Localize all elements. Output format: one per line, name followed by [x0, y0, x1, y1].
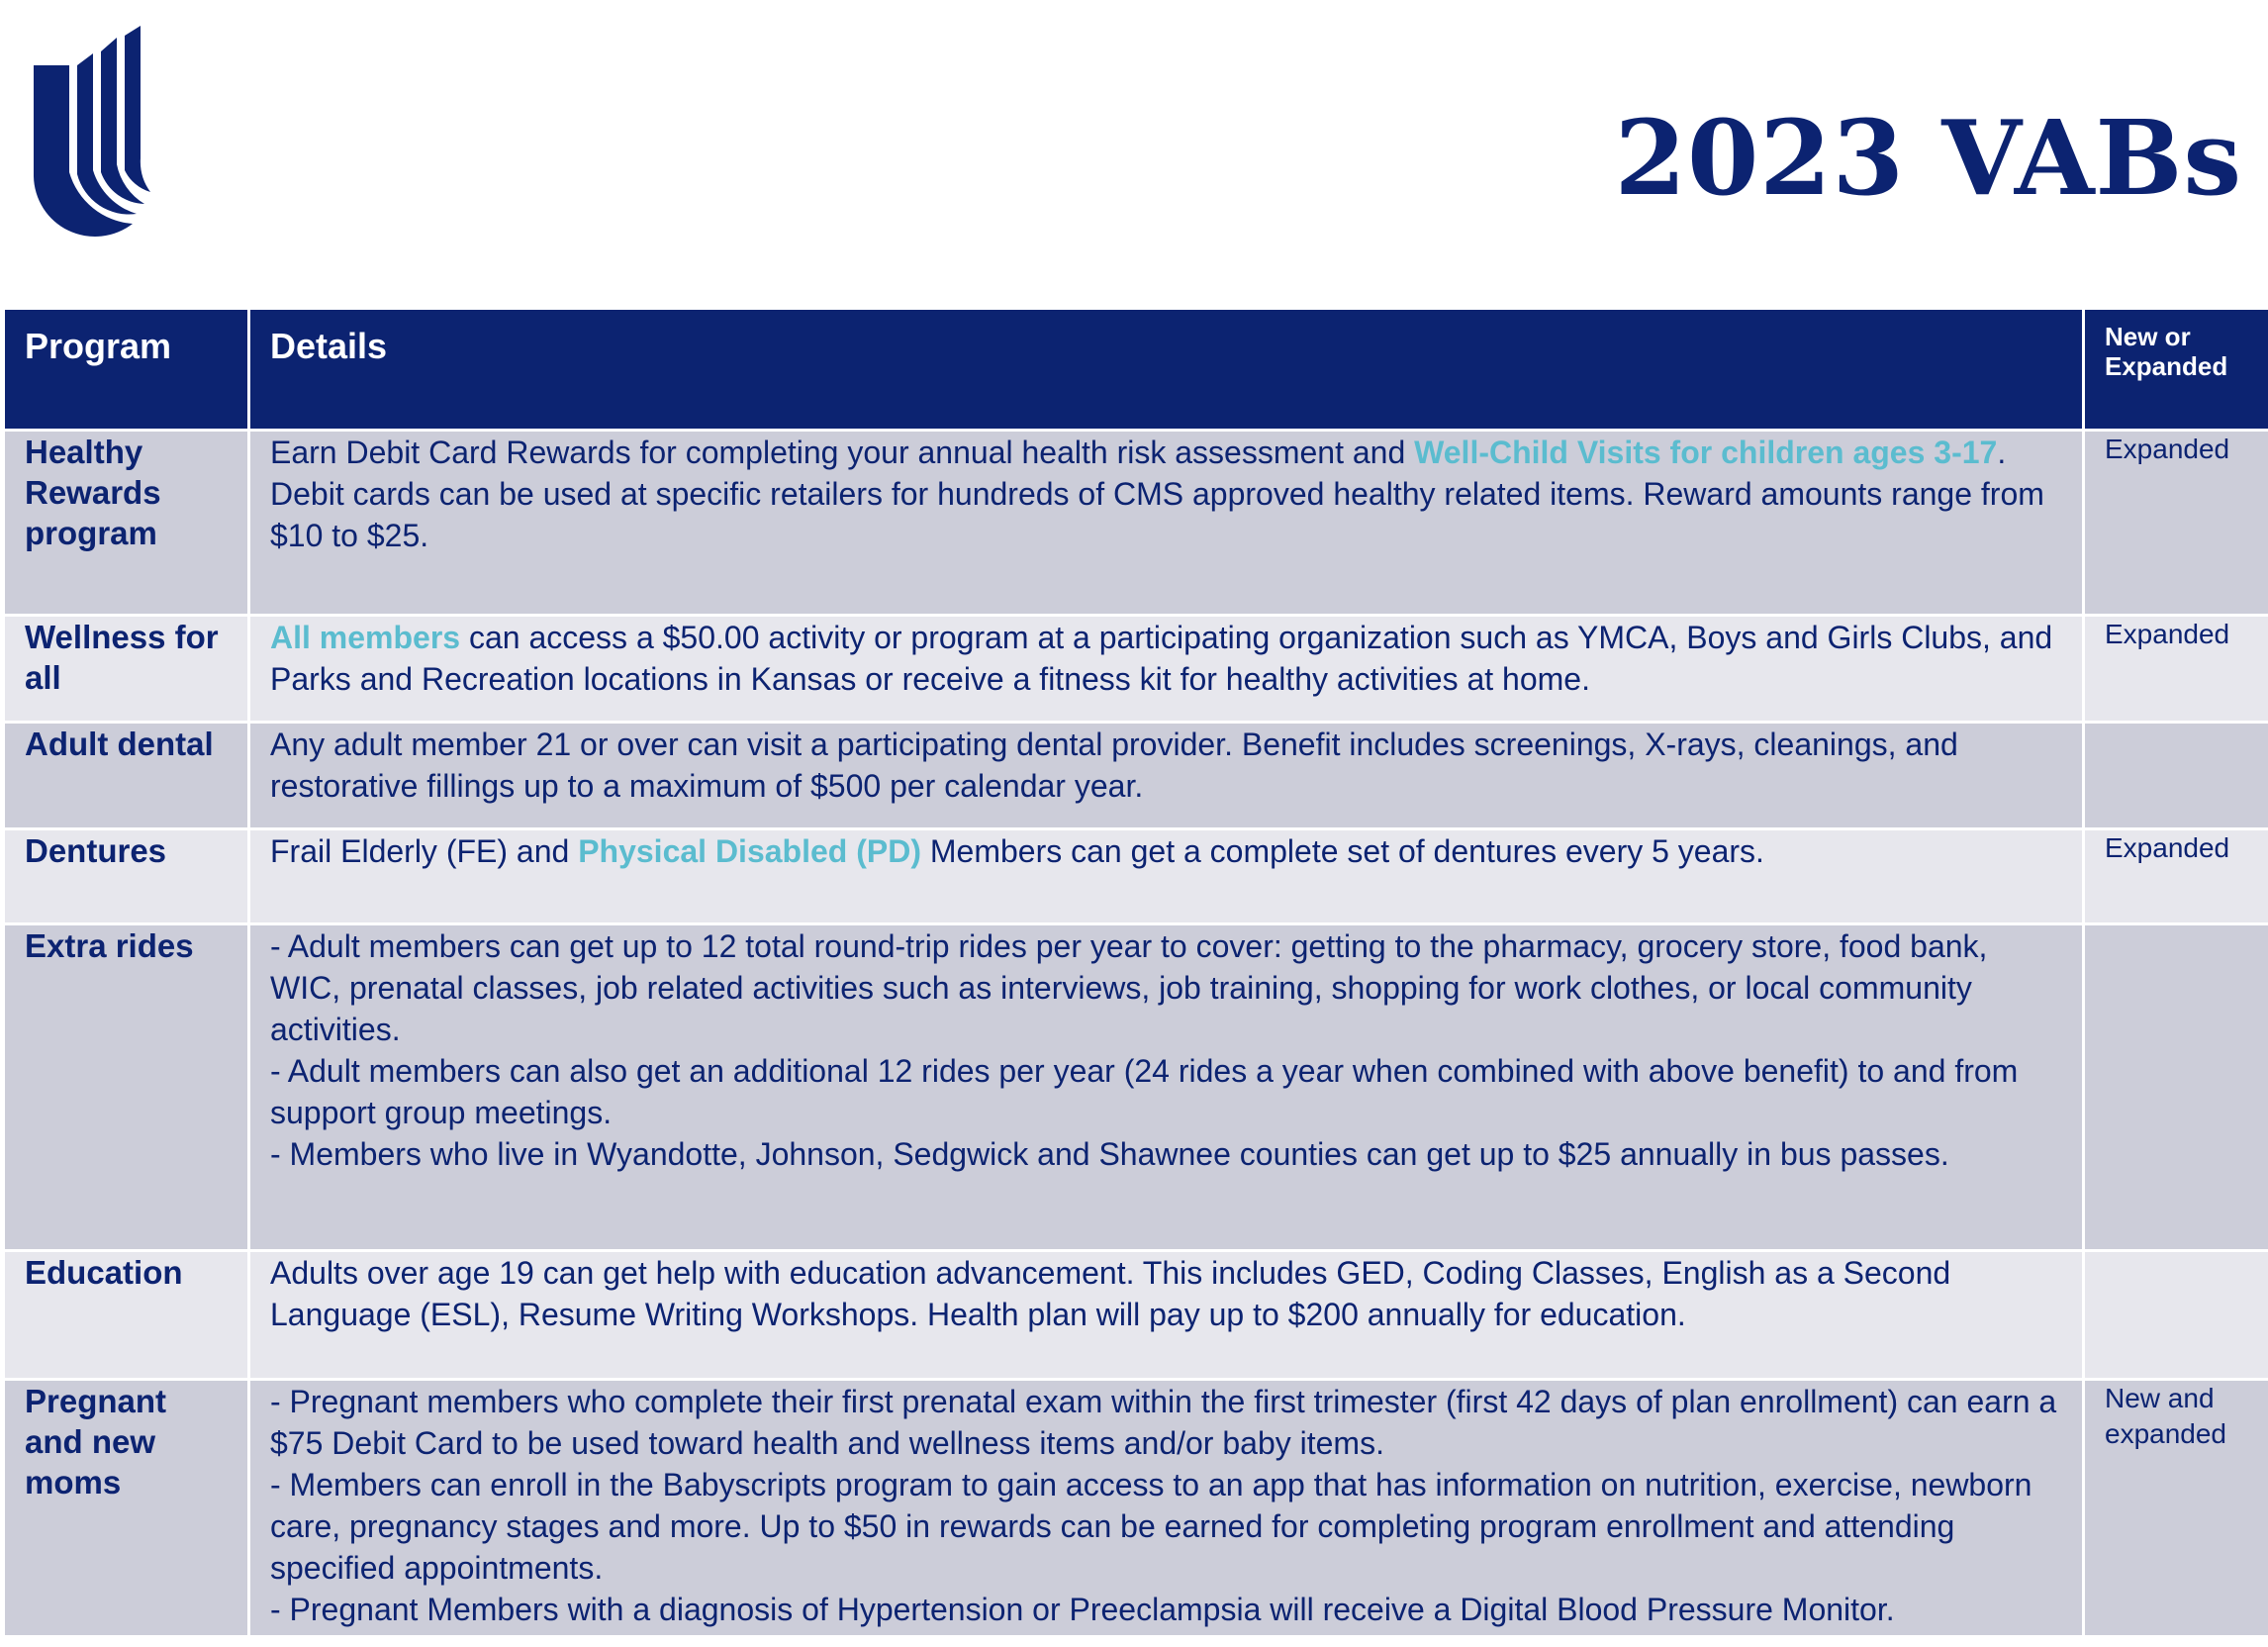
detail-text: can access a $50.00 activity or program at a participating organization such as YMCA, Boys and Girls Clubs, and Parks and Recreation locations in Kansas or receive a fitness kit for healthy activities at home. — [270, 620, 2053, 697]
column-header-status: New or Expanded — [2084, 309, 2268, 431]
detail-line: - Adult members can get up to 12 total round-trip rides per year to cover: getting to the pharmacy, grocery store, food bank, WIC, prenatal classes, job related activities such as interviews, job training, shopping for work clothes, or local community activities. — [270, 928, 1988, 1047]
detail-text: . Debit cards can be used at specific retailers for hundreds of CMS approved healthy related items. Reward amounts range from $10 to $25. — [270, 435, 2044, 553]
uhc-logo-icon — [34, 26, 162, 242]
program-details — [249, 924, 2084, 1251]
detail-line: - Pregnant members who complete their first prenatal exam within the first trimester (first 42 days of plan enrollment) can earn a $75 Debit Card to be used toward health and wellness items and/or baby items. — [270, 1384, 2057, 1461]
status-label — [2084, 1251, 2268, 1380]
status-label: Expanded — [2084, 616, 2268, 723]
status-label: New and expanded — [2084, 1380, 2268, 1637]
table-row — [4, 924, 2268, 1251]
vab-table — [2, 307, 2268, 1638]
program-name: Dentures — [4, 829, 249, 924]
status-label: Expanded — [2084, 829, 2268, 924]
detail-text: Adults over age 19 can get help with education advancement. This includes GED, Coding Classes, English as a Second Language (ESL), Resume Writing Workshops. Health plan will pay up to $200 annually for education. — [270, 1255, 1951, 1332]
page-title: 2023 VABs — [1614, 97, 2242, 219]
highlighted-text: All members — [270, 620, 461, 655]
program-name: Adult dental — [4, 723, 249, 829]
program-details — [249, 723, 2084, 829]
program-name: Pregnant and new moms — [4, 1380, 249, 1637]
table-row — [4, 723, 2268, 829]
program-details — [249, 616, 2084, 723]
program-name: Healthy Rewards program — [4, 431, 249, 616]
detail-line: - Pregnant Members with a diagnosis of Hypertension or Preeclampsia will receive a Digital Blood Pressure Monitor. — [270, 1592, 1895, 1627]
program-name: Education — [4, 1251, 249, 1380]
detail-text: Earn Debit Card Rewards for completing your annual health risk assessment and — [270, 435, 1415, 470]
program-details — [249, 431, 2084, 616]
program-details — [249, 1380, 2084, 1637]
detail-line: - Adult members can also get an additional 12 rides per year (24 rides a year when combined with above benefit) to and from support group meetings. — [270, 1053, 2019, 1130]
highlighted-text: Physical Disabled (PD) — [578, 833, 921, 869]
table-header-row — [4, 309, 2268, 431]
program-name: Wellness for all — [4, 616, 249, 723]
table-row — [4, 1380, 2268, 1637]
detail-line: - Members who live in Wyandotte, Johnson, Sedgwick and Shawnee counties can get up to $25 annually in bus passes. — [270, 1136, 1949, 1172]
status-label — [2084, 723, 2268, 829]
highlighted-text: Well-Child Visits for children ages 3-17 — [1414, 435, 1998, 470]
table-row — [4, 829, 2268, 924]
status-label: Expanded — [2084, 431, 2268, 616]
detail-text: Any adult member 21 or over can visit a participating dental provider. Benefit includes screenings, X-rays, cleanings, and restorative fillings up to a maximum of $500 per calendar year. — [270, 727, 1958, 804]
column-header-details: Details — [249, 309, 2084, 431]
status-label — [2084, 924, 2268, 1251]
detail-line: - Members can enroll in the Babyscripts program to gain access to an app that has information on nutrition, exercise, newborn care, pregnancy stages and more. Up to $50 in rewards can be earned for completing program enrollment and attending specified appointments. — [270, 1467, 2032, 1586]
program-name: Extra rides — [4, 924, 249, 1251]
detail-text: Members can get a complete set of dentures every 5 years. — [920, 833, 1764, 869]
detail-text: Frail Elderly (FE) and — [270, 833, 579, 869]
program-details — [249, 1251, 2084, 1380]
program-details — [249, 829, 2084, 924]
table-row — [4, 616, 2268, 723]
table-row — [4, 1251, 2268, 1380]
table-row — [4, 431, 2268, 616]
column-header-program: Program — [4, 309, 249, 431]
